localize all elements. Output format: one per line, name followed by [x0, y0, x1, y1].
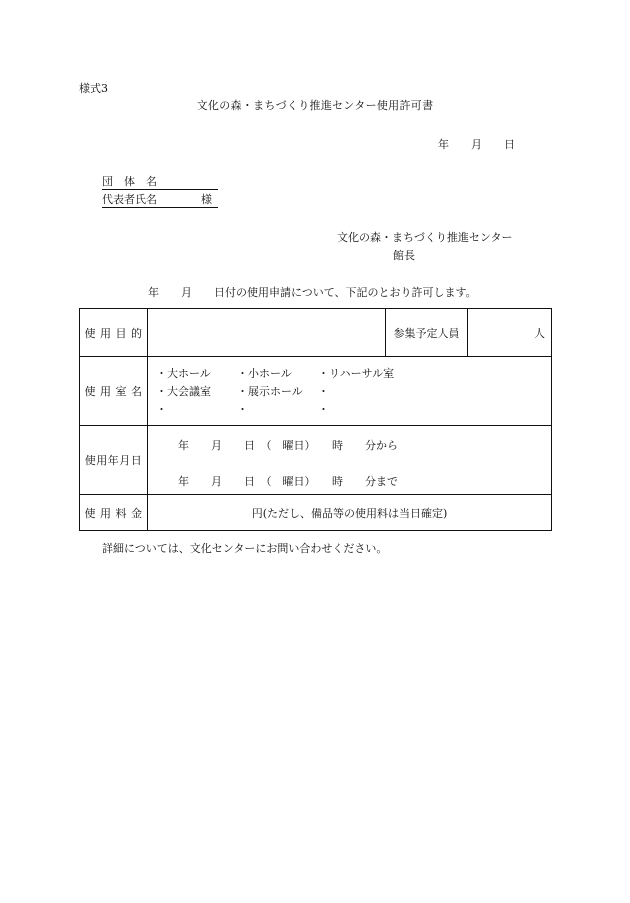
document-title: 文化の森・まちづくり推進センター使用許可書 — [196, 99, 434, 112]
datetime-label: 使用年月日 — [80, 426, 148, 495]
fee-row — [80, 495, 552, 531]
room-option: ・大ホール — [156, 367, 211, 380]
issuer-title: 館長 — [393, 249, 415, 262]
issue-date: 年 月 日 — [438, 138, 515, 151]
room-option: ・リハーサル室 — [318, 367, 395, 380]
room-option: ・ — [156, 403, 167, 416]
contact-note: 詳細については、文化センターにお問い合わせください。 — [102, 542, 388, 555]
permission-statement: 年 月 日付の使用申請について、下記のとおり許可します。 — [148, 286, 477, 299]
purpose-row — [80, 309, 552, 357]
room-row — [80, 357, 552, 426]
room-option: ・小ホール — [237, 367, 292, 380]
representative-name-field: 代表者氏名 様 — [102, 194, 218, 208]
room-option: ・ — [318, 403, 329, 416]
fee-value: 円(ただし、備品等の使用料は当日確定) — [148, 495, 552, 531]
datetime-row — [80, 426, 552, 495]
attendees-label: 参集予定人員 — [386, 309, 468, 357]
permit-table — [79, 308, 552, 531]
issuer-organization: 文化の森・まちづくり推進センター — [337, 231, 513, 244]
group-name-field: 団 体 名 — [102, 176, 218, 190]
purpose-label: 使 用 目 的 — [80, 309, 148, 357]
room-label: 使 用 室 名 — [80, 357, 148, 426]
purpose-value — [148, 309, 386, 357]
room-option: ・大会議室 — [156, 385, 211, 398]
room-options — [148, 357, 552, 426]
room-option: ・ — [318, 385, 329, 398]
datetime-value — [148, 426, 552, 495]
form-number: 様式3 — [79, 82, 108, 95]
datetime-from: 年 月 日 （ 曜日） 時 分から — [178, 439, 398, 452]
attendees-value: 人 — [468, 309, 552, 357]
datetime-to: 年 月 日 （ 曜日） 時 分まで — [178, 475, 398, 488]
room-option: ・展示ホール — [237, 385, 303, 398]
room-option: ・ — [237, 403, 248, 416]
fee-label: 使 用 料 金 — [80, 495, 148, 531]
